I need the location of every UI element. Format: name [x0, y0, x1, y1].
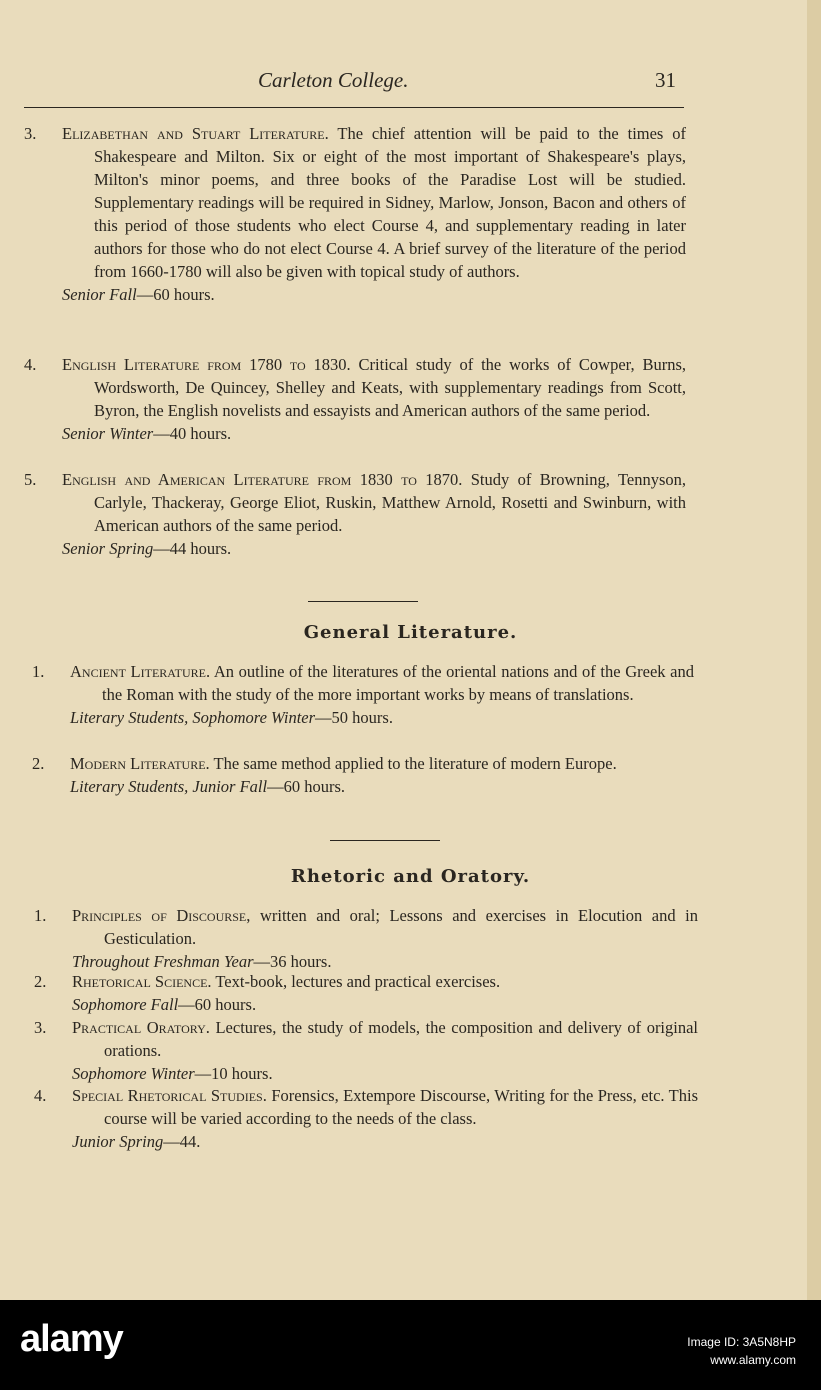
course-description: The chief attention will be paid to the times of Shakespeare and Milton. Six or eight of the most important of Shakespeare's plays, Milton's minor poems, and three books of the Paradise Lost will be studied. Supplementary readings will be required in Sidney, Marlow, Jonson, Bacon and others of this period of those students who elect Course 4, and supplementary reading in later authors for those who do not elect Course 4. A brief survey of the literature of the period from 1660-1780 will also be given with topical study of authors. — [94, 124, 687, 281]
entry-number: 5. — [24, 470, 37, 489]
course-term: Sophomore Fall — [72, 995, 179, 1014]
course-title: Elizabethan and Stuart Literature. — [62, 124, 329, 143]
entry-number: 3. — [24, 124, 37, 143]
page-edge — [807, 0, 821, 1300]
course-description: Forensics, Extempore Discourse, Writing for the Press, etc. This course will be varied according to the needs of the class. — [104, 1086, 699, 1128]
course-entry — [32, 660, 694, 729]
site-url: www.alamy.com — [710, 1353, 796, 1367]
header-rule — [24, 107, 684, 108]
course-entry — [34, 970, 698, 1016]
course-term: Throughout Freshman Year — [72, 952, 254, 971]
entry-number: 2. — [32, 754, 45, 773]
course-entry — [24, 468, 686, 560]
section-heading: Rhetoric and Oratory. — [290, 866, 531, 887]
course-hours: —36 hours. — [253, 952, 332, 971]
entry-number: 1. — [32, 662, 45, 681]
course-entry — [32, 752, 694, 798]
course-description: Lectures, the study of models, the composition and delivery of original orations. — [104, 1018, 699, 1060]
alamy-logo: alamy — [20, 1318, 123, 1360]
course-entry — [34, 904, 698, 973]
course-hours: —44. — [163, 1132, 201, 1151]
course-term: Senior Fall — [62, 285, 137, 304]
course-entry — [34, 1084, 698, 1153]
course-title: Ancient Literature. — [70, 662, 211, 681]
image-id: Image ID: 3A5N8HP — [687, 1335, 796, 1349]
course-term: Senior Winter — [62, 424, 154, 443]
course-entry — [24, 122, 686, 306]
section-divider — [330, 840, 440, 841]
entry-number: 3. — [34, 1018, 47, 1037]
course-title: Practical Oratory. — [72, 1018, 210, 1037]
section-divider — [308, 601, 418, 602]
course-term: Senior Spring — [62, 539, 154, 558]
course-hours: —50 hours. — [315, 708, 393, 727]
course-hours: —10 hours. — [194, 1064, 273, 1083]
course-title: English and American Literature from 1830 to 1870. — [62, 470, 463, 489]
section-heading: General Literature. — [303, 622, 518, 643]
entry-number: 1. — [34, 906, 47, 925]
course-description: An outline of the literatures of the oriental nations and of the Greek and the Roman with the study of the more important works by means of translations. — [102, 662, 694, 704]
course-description: written and oral; Lessons and exercises in Elocution and in Gesticulation. — [104, 906, 698, 948]
entry-number: 4. — [24, 355, 37, 374]
course-description: Study of Browning, Tennyson, Carlyle, Thackeray, George Eliot, Ruskin, Matthew Arnold, Rosetti and Swinburn, with American authors of the same period. — [94, 470, 686, 535]
running-head: Carleton College. — [258, 68, 409, 92]
course-hours: —40 hours. — [153, 424, 232, 443]
course-entry — [34, 1016, 698, 1085]
course-hours: —44 hours. — [153, 539, 232, 558]
course-description: Critical study of the works of Cowper, Burns, Wordsworth, De Quincey, Shelley and Keats, with supplementary readings from Scott, Byron, the English novelists and essayists and American authors of the same period. — [94, 355, 687, 420]
course-entry — [24, 353, 686, 445]
page-number: 31 — [655, 68, 676, 92]
course-term: Junior Spring — [72, 1132, 164, 1151]
entry-number: 2. — [34, 972, 47, 991]
course-description: Text-book, lectures and practical exercises. — [215, 972, 501, 991]
course-hours: —60 hours. — [267, 777, 345, 796]
course-term: Literary Students, Sophomore Winter — [70, 708, 316, 727]
course-title: Rhetorical Science. — [72, 972, 212, 991]
course-term: Sophomore Winter — [72, 1064, 195, 1083]
course-hours: —60 hours. — [136, 285, 215, 304]
course-title: Modern Literature. — [70, 754, 210, 773]
course-title: Special Rhetorical Studies. — [72, 1086, 267, 1105]
image-credit — [687, 1333, 796, 1369]
course-title: English Literature from 1780 to 1830. — [62, 355, 351, 374]
course-term: Literary Students, Junior Fall — [70, 777, 268, 796]
course-hours: —60 hours. — [178, 995, 257, 1014]
entry-number: 4. — [34, 1086, 47, 1105]
course-title: Principles of Discourse, — [72, 906, 251, 925]
course-description: The same method applied to the literature of modern Europe. — [213, 754, 617, 773]
